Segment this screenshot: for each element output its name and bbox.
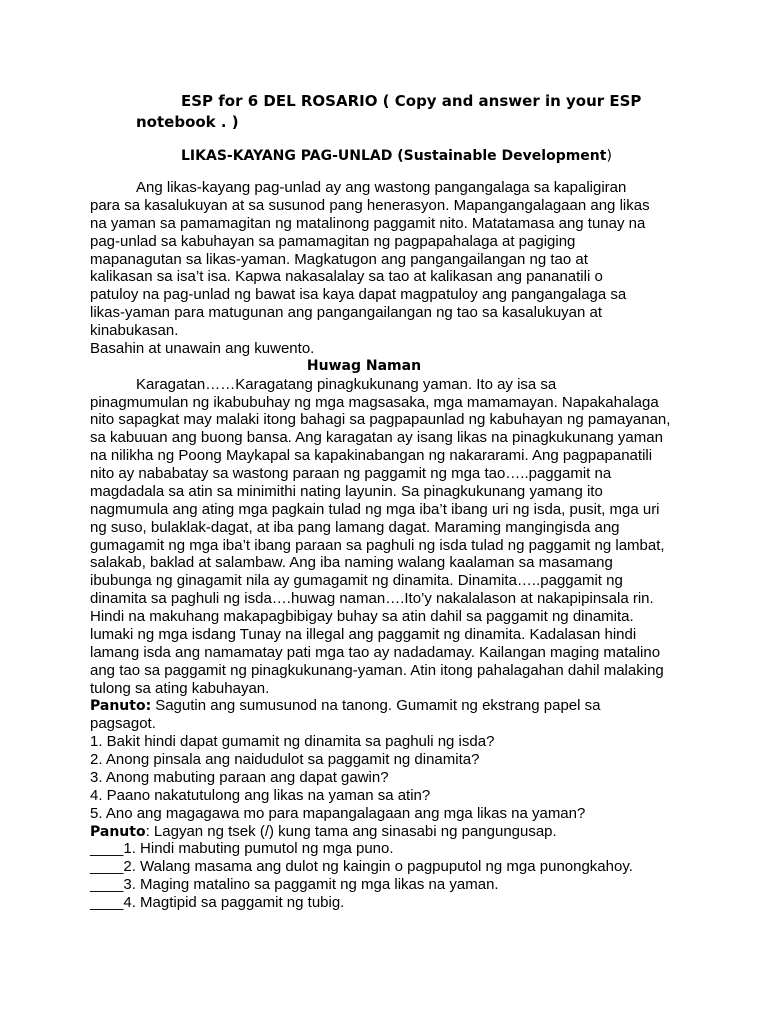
story-line: sa kabuuan ang buong bansa. Ang karagatan ay isang likas na pinagkukunang yaman (90, 429, 663, 447)
assignment-header (0, 91, 641, 133)
panuto-questions-instruction (90, 697, 670, 715)
checklist-item: ____4. Magtipid sa paggamit ng tubig. (90, 894, 345, 911)
story-line: nito ay nababatay sa wastong paraan ng paggamit ng mga tao…..paggamit na (90, 465, 612, 482)
story-line: lamang isda ang namamatay pati mga tao ay nadadamay. Kailangan maging matalino (90, 643, 661, 661)
story-line: gumagamit ng mga iba’t ibang paraan sa paghuli ng isda tulad ng paggamit ng lambat, (90, 536, 665, 554)
story-line: Karagatan……Karagatang pinagkukunang yaman. Ito ay isa sa (136, 375, 557, 393)
intro-line: kinabukasan. (90, 322, 179, 339)
story-line: ng suso, bulaklak-dagat, at iba pang lamang dagat. Maraming mangingisda ang (90, 518, 620, 536)
story-line: ang tao sa paggamit ng pinagkukunang-yaman. Atin itong pahalagahan dahil malaking (90, 661, 664, 679)
story-line: tulong sa ating kabuhayan. (90, 679, 270, 697)
intro-line: kalikasan sa isa’t isa. Kapwa nakasalalay sa tao at kalikasan ang pananatili o (90, 268, 603, 286)
panuto-label: Panuto: (90, 698, 152, 715)
story-line: salakab, baklad at salambaw. Ang iba naming walang kaalaman sa masamang (90, 554, 613, 572)
question-item: 5. Ano ang magagawa mo para mapangalagaan ang mga likas na yaman? (90, 804, 586, 822)
story-line: dinamita sa paghuli ng isda….huwag naman….Ito’y nakalalason at nakapipinsala rin. (90, 590, 654, 608)
story-line: lumaki ng mga isdang Tunay na illegal ang paggamit ng dinamita. Kadalasan hindi (90, 625, 637, 643)
panuto-check-instruction (90, 823, 670, 841)
question-item: 4. Paano nakatutulong ang likas na yaman sa atin? (90, 786, 431, 804)
story-line: nito sapagkat may malaki itong bahagi sa pagpapaunlad ng kabuhayan ng pamayanan, (90, 411, 671, 429)
intro-line: mapanagutan sa likas-yaman. Magkatugon ang pangangailangan ng tao at (90, 250, 588, 268)
story-line: ibubunga ng ginagamit nila ay gumagamit ng dinamita. Dinamita…..paggamit ng (90, 572, 623, 590)
lesson-title-close-paren: ) (606, 148, 612, 164)
panuto-continuation: pagsagot. (90, 715, 156, 733)
header-line-2: notebook . ) (136, 113, 239, 131)
document-body (90, 179, 670, 912)
panuto-text: Sagutin ang sumusunod na tanong. Gumamit ng ekstrang papel sa (155, 697, 601, 715)
story-line: pinagmumulan ng ikabubuhay ng mga magsasaka, mga mamamayan. Napakahalaga (90, 393, 659, 411)
panuto-text: : Lagyan ng tsek (/) kung tama ang sinasabi ng pangungusap. (145, 822, 557, 840)
story-line: Hindi na makuhang makapagbibigay buhay sa atin dahil sa paggamit ng dinamita. (90, 608, 634, 625)
question-item: 3. Anong mabuting paraan ang dapat gawin? (90, 768, 389, 786)
checklist-item: ____3. Maging matalino sa paggamit ng mga likas na yaman. (90, 876, 499, 894)
intro-line: Ang likas-kayang pag-unlad ay ang wastong pangangalaga sa kapaligiran (136, 179, 627, 196)
read-instruction: Basahin at unawain ang kuwento. (90, 339, 315, 357)
story-line: magdadala sa atin sa minimithi nating layunin. Sa pinagkukunang yamang ito (90, 482, 603, 500)
checklist-item: ____1. Hindi mabuting pumutol ng mga puno. (90, 840, 394, 858)
intro-line: pag-unlad sa kabuhayan sa pamamagitan ng pagpapahalaga at pagiging (90, 232, 576, 250)
question-item: 2. Anong pinsala ang naidudulot sa paggamit ng dinamita? (90, 751, 480, 768)
lesson-title (181, 147, 612, 165)
panuto-label: Panuto (90, 823, 146, 840)
story-line: nagmumula ang ating mga pagkain tulad ng mga iba’t ibang uri ng isda, pusit, mga uri (90, 500, 660, 518)
story-title: Huwag Naman (306, 357, 422, 374)
story-line: na nilikha ng Poong Maykapal sa kapakinabangan ng nakararami. Ang pagpapanatili (90, 447, 653, 465)
lesson-title-text: LIKAS-KAYANG PAG-UNLAD (Sustainable Development (181, 148, 607, 164)
intro-line: para sa kasalukuyan at sa susunod pang henerasyon. Mapangangalagaan ang likas (90, 196, 650, 214)
question-item: 1. Bakit hindi dapat gumamit ng dinamita sa paghuli ng isda? (90, 733, 495, 751)
checklist-item: ____2. Walang masama ang dulot ng kaingin o pagpuputol ng mga punongkahoy. (90, 858, 633, 876)
intro-line: likas-yaman para matugunan ang pangangailangan ng tao sa kasalukuyan at (90, 304, 603, 322)
intro-line: na yaman sa pamamagitan ng matalinong paggamit nito. Matatamasa ang tunay na (90, 214, 646, 232)
intro-line: patuloy na pag-unlad ng bawat isa kaya dapat magpatuloy ang pangangalaga sa (90, 286, 627, 304)
header-line-1: ESP for 6 DEL ROSARIO ( Copy and answer in your ESP (181, 92, 642, 110)
